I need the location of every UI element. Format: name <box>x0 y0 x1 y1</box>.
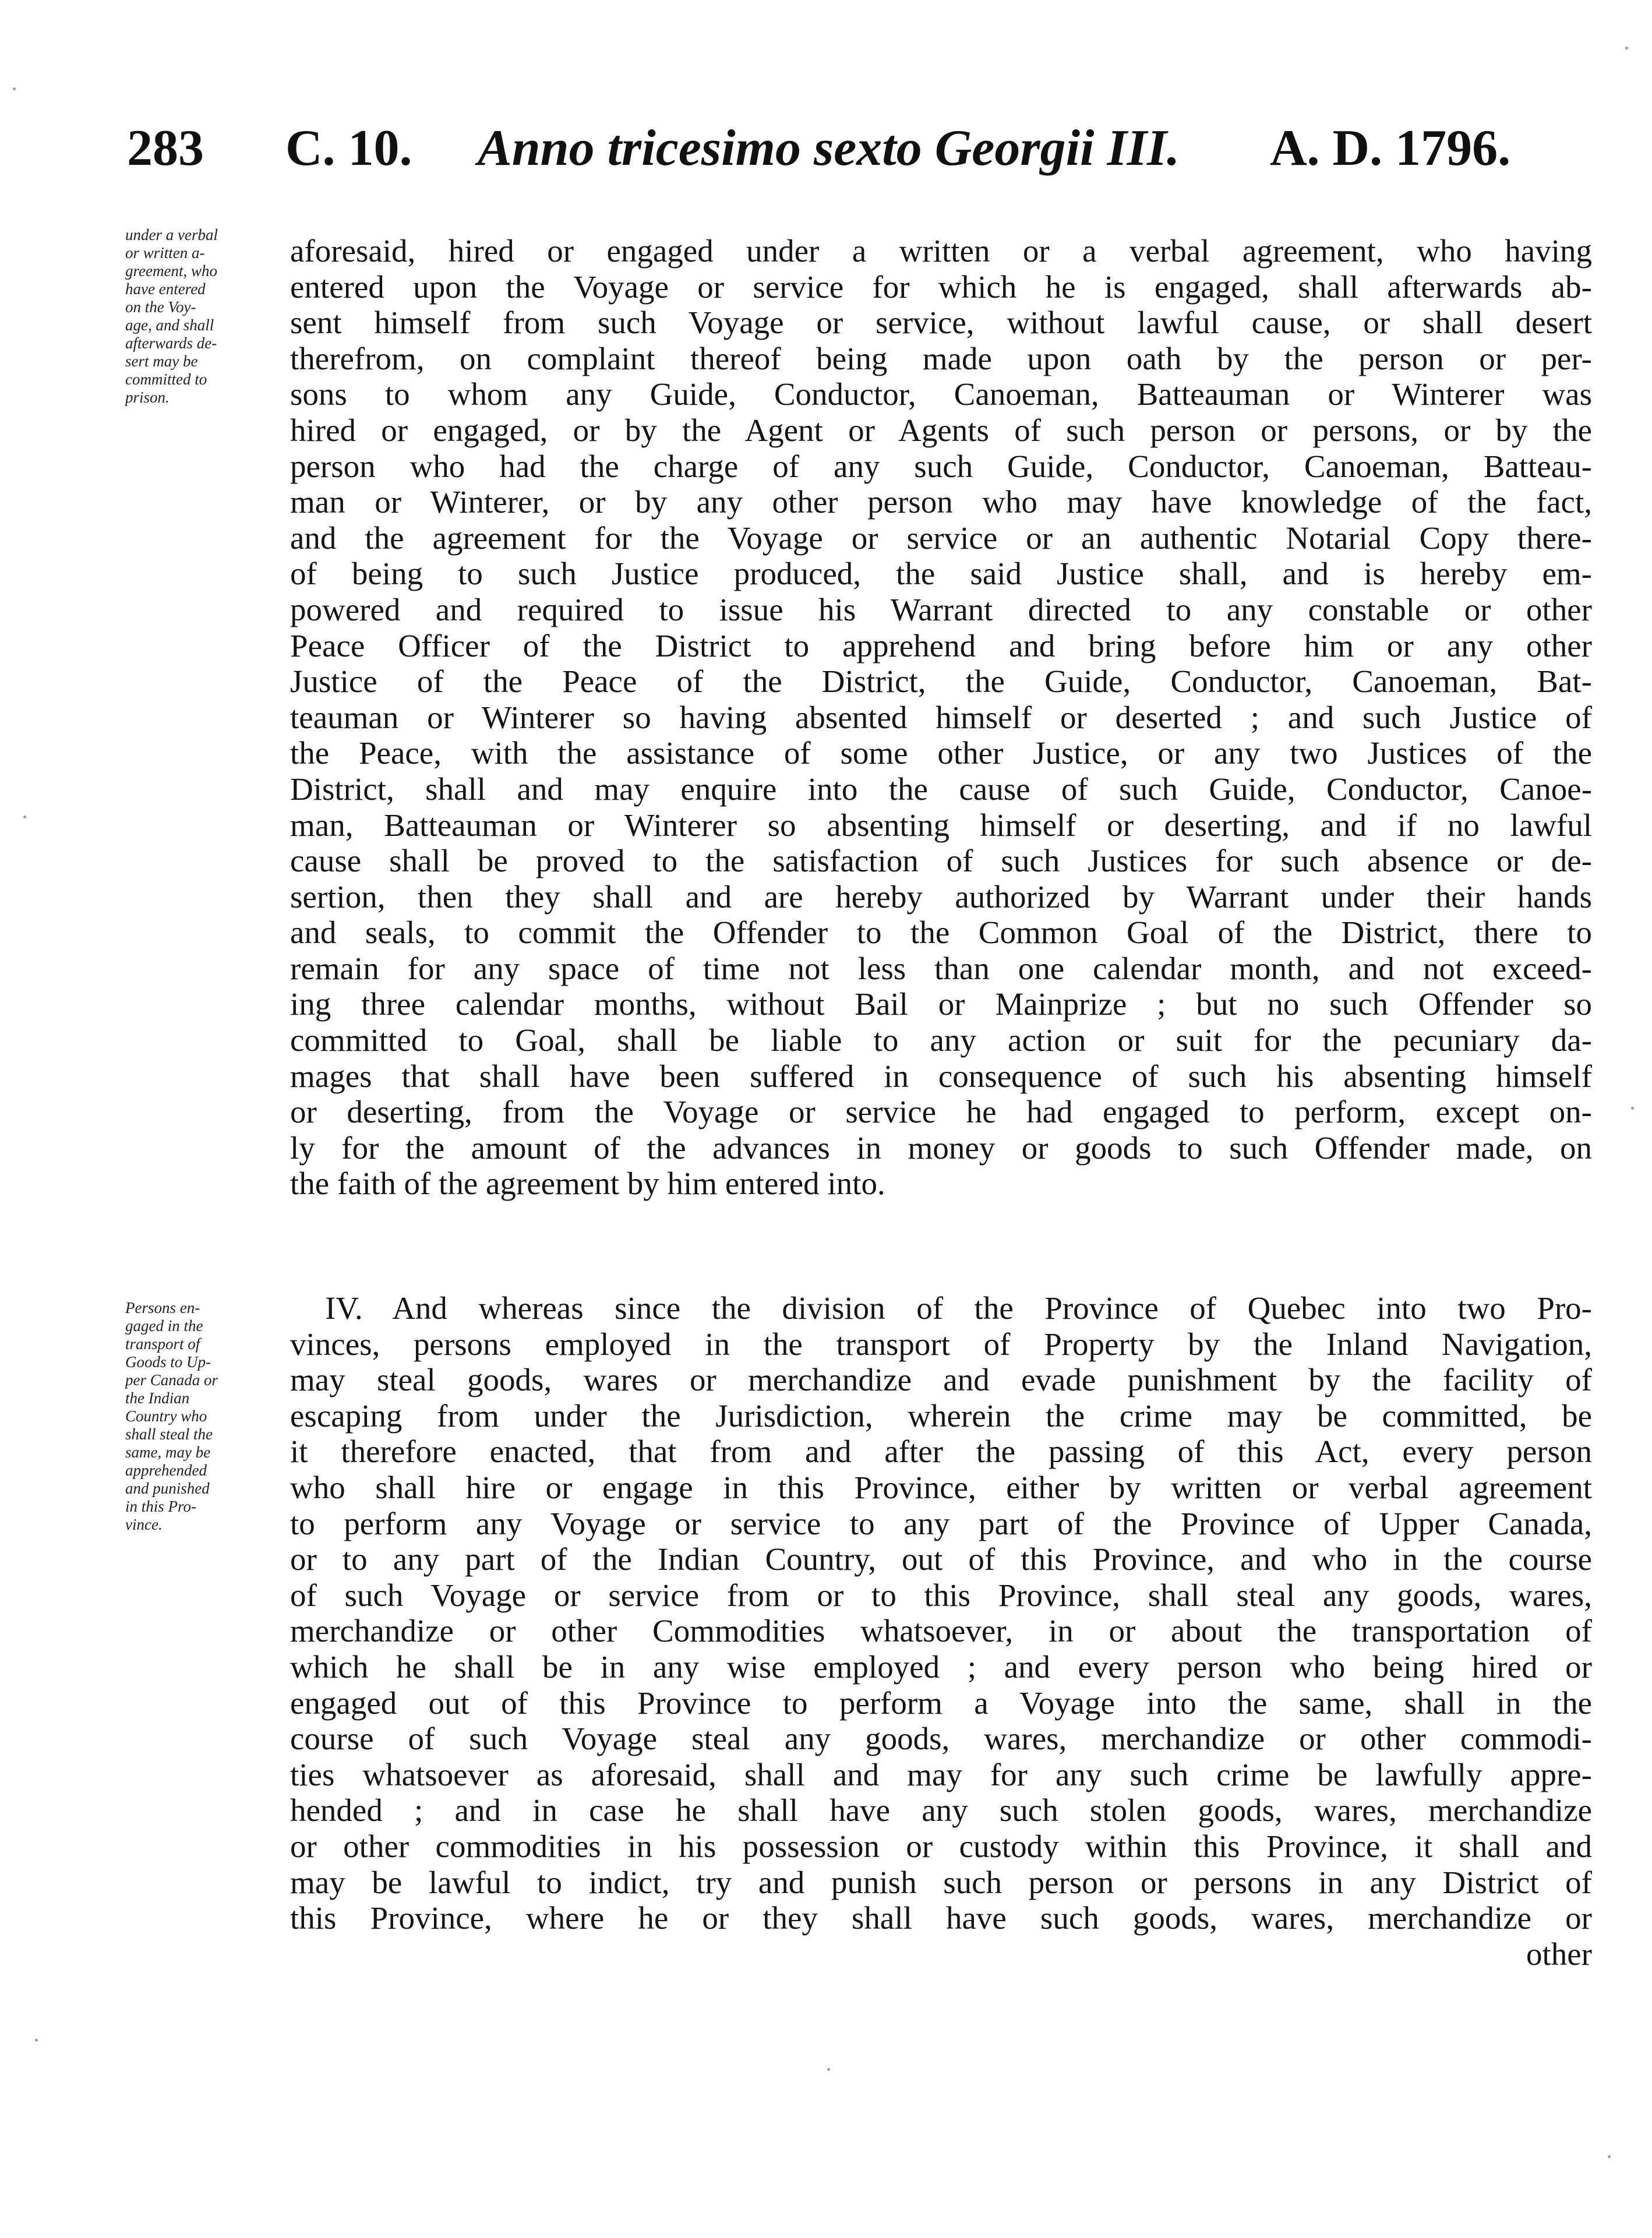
text-line: cause shall be proved to the satisfaction of such Justices for such absence or de- <box>290 843 1592 879</box>
text-line: it therefore enacted, that from and after the passing of this Act, every person <box>290 1434 1592 1470</box>
text-line: ly for the amount of the advances in money or goods to such Offender made, on <box>290 1129 1592 1166</box>
scan-speck <box>1625 47 1628 50</box>
margin-note-line: have entered <box>125 280 206 298</box>
text-line: committed to Goal, shall be liable to any action or suit for the pecuniary da- <box>290 1022 1592 1058</box>
margin-note-line: Persons en- <box>125 1299 200 1316</box>
text-line: teauman or Winterer so having absented himself or deserted ; and such Justice of <box>290 699 1592 735</box>
margin-note-line: or written a- <box>125 244 205 262</box>
catchword: other <box>1526 1936 1592 1972</box>
text-line: man or Winterer, or by any other person who may have knowledge of the fact, <box>290 484 1592 520</box>
margin-note-line: on the Voy- <box>125 298 196 316</box>
text-line: or to any part of the Indian Country, out of this Province, and who in the course <box>290 1541 1592 1577</box>
text-line: man, Batteauman or Winterer so absenting himself or deserting, and if no lawful <box>290 807 1592 843</box>
text-line: or deserting, from the Voyage or service he had engaged to perform, except on- <box>290 1094 1592 1130</box>
year: A. D. 1796. <box>1270 120 1511 177</box>
text-line: entered upon the Voyage or service for which he is engaged, shall afterwards ab- <box>290 269 1592 305</box>
text-line: the faith of the agreement by him entered into. <box>290 1166 885 1202</box>
scan-speck <box>1608 2155 1611 2158</box>
margin-note-line: apprehended <box>125 1462 207 1479</box>
margin-note-line: age, and shall <box>125 316 214 334</box>
text-line: the Peace, with the assistance of some other Justice, or any two Justices of the <box>290 735 1592 771</box>
margin-note-line: in this Pro- <box>125 1498 197 1515</box>
text-line: hired or engaged, or by the Agent or Agents of such person or persons, or by the <box>290 412 1592 448</box>
margin-note-line: sert may be <box>125 352 198 370</box>
running-header <box>0 119 1652 189</box>
text-line: may steal goods, wares or merchandize and evade punishment by the facility of <box>290 1362 1592 1398</box>
margin-note-line: Country who <box>125 1407 207 1425</box>
running-title: Anno tricesimo sexto Georgii III. <box>478 120 1180 177</box>
text-line: IV. And whereas since the division of the Province of Quebec into two Pro- <box>325 1290 1592 1326</box>
margin-note-line: greement, who <box>125 262 217 280</box>
margin-note-line: afterwards de- <box>125 334 217 352</box>
text-line: of such Voyage or service from or to this Province, shall steal any goods, wares, <box>290 1577 1592 1613</box>
margin-note-line: committed to <box>125 370 207 388</box>
text-line: aforesaid, hired or engaged under a written or a verbal agreement, who having <box>290 233 1592 269</box>
margin-note-line: per Canada or <box>125 1371 218 1389</box>
text-line: this Province, where he or they shall have such goods, wares, merchandize or <box>290 1900 1592 1936</box>
margin-note-line: Goods to Up- <box>125 1353 211 1371</box>
text-line: ing three calendar months, without Bail or Mainprize ; but no such Offender so <box>290 986 1592 1022</box>
text-line: engaged out of this Province to perform a Voyage into the same, shall in the <box>290 1685 1592 1721</box>
text-line: sent himself from such Voyage or service, without lawful cause, or shall desert <box>290 305 1592 341</box>
section-iv-paragraph <box>290 1290 1592 1972</box>
text-line: Justice of the Peace of the District, the Guide, Conductor, Canoeman, Bat- <box>290 663 1592 700</box>
text-line: ties whatsoever as aforesaid, shall and may for any such crime be lawfully appre- <box>290 1756 1592 1792</box>
scan-speck <box>13 87 16 90</box>
text-line: sertion, then they shall and are hereby authorized by Warrant under their hands <box>290 878 1592 915</box>
margin-note-line: and punished <box>125 1480 210 1497</box>
text-line: remain for any space of time not less than one calendar month, and not exceed- <box>290 950 1592 986</box>
text-line: vinces, persons employed in the transport of Property by the Inland Navigation, <box>290 1326 1592 1362</box>
text-line: who shall hire or engage in this Province, either by written or verbal agreement <box>290 1469 1592 1505</box>
text-line: mages that shall have been suffered in consequence of such his absenting himself <box>290 1058 1592 1094</box>
text-line: Peace Officer of the District to apprehend and bring before him or any other <box>290 627 1592 663</box>
margin-note-line: the Indian <box>125 1389 190 1407</box>
scan-speck <box>1631 1107 1634 1110</box>
margin-note-line: prison. <box>125 389 170 406</box>
text-line: and seals, to commit the Offender to the Common Goal of the District, there to <box>290 915 1592 951</box>
text-line: course of such Voyage steal any goods, wares, merchandize or other commodi- <box>290 1721 1592 1757</box>
text-line: to perform any Voyage or service to any part of the Province of Upper Canada, <box>290 1505 1592 1541</box>
scan-speck <box>23 816 26 818</box>
text-line: hended ; and in case he shall have any such stolen goods, wares, merchandize <box>290 1792 1592 1828</box>
text-line: merchandize or other Commodities whatsoever, in or about the transportation of <box>290 1613 1592 1649</box>
text-line: which he shall be in any wise employed ; and every person who being hired or <box>290 1649 1592 1685</box>
text-line: may be lawful to indict, try and punish such person or persons in any District of <box>290 1864 1592 1900</box>
scan-speck <box>35 2039 38 2042</box>
text-line: sons to whom any Guide, Conductor, Canoeman, Batteauman or Winterer was <box>290 376 1592 412</box>
text-line: escaping from under the Jurisdiction, wherein the crime may be committed, be <box>290 1397 1592 1434</box>
text-line: powered and required to issue his Warrant directed to any constable or other <box>290 591 1592 627</box>
scan-speck <box>827 2068 830 2071</box>
margin-note-line: gaged in the <box>125 1317 203 1335</box>
margin-note-line: transport of <box>125 1335 200 1353</box>
text-line: person who had the charge of any such Guide, Conductor, Canoeman, Batteau- <box>290 448 1592 484</box>
text-line: or other commodities in his possession or custody within this Province, it shall and <box>290 1828 1592 1864</box>
text-line: and the agreement for the Voyage or service or an authentic Notarial Copy there- <box>290 520 1592 556</box>
text-line: therefrom, on complaint thereof being made upon oath by the person or per- <box>290 340 1592 376</box>
paragraph-continuation <box>290 233 1592 1202</box>
margin-note-desertion <box>125 226 294 407</box>
margin-note-line: vince. <box>125 1516 163 1533</box>
chapter-number: C. 10. <box>285 120 412 177</box>
margin-note-line: same, may be <box>125 1443 211 1461</box>
page-number: 283 <box>127 120 204 177</box>
margin-note-line: under a verbal <box>125 226 218 243</box>
margin-note-theft <box>125 1299 294 1534</box>
text-line: of being to such Justice produced, the said Justice shall, and is hereby em- <box>290 556 1592 592</box>
text-line: District, shall and may enquire into the cause of such Guide, Conductor, Canoe- <box>290 771 1592 807</box>
margin-note-line: shall steal the <box>125 1425 213 1443</box>
